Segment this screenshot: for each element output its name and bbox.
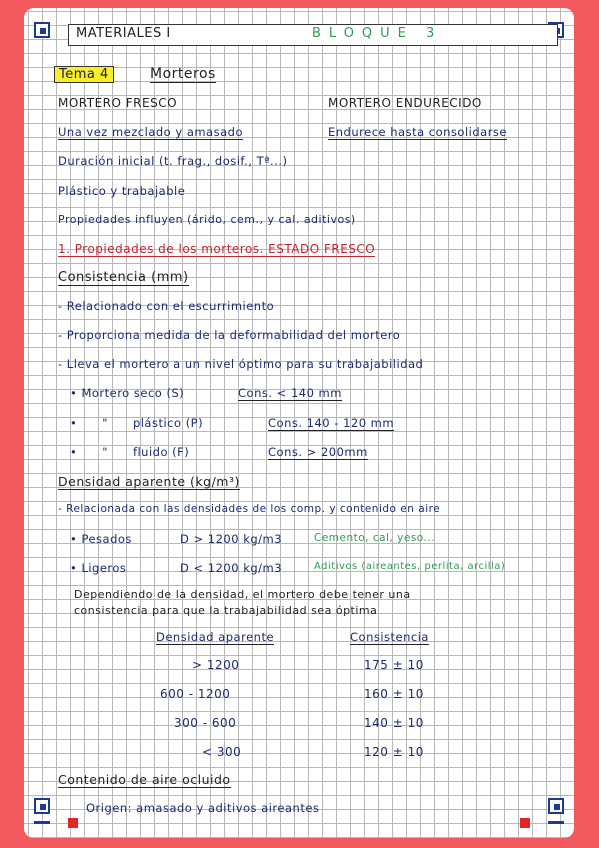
red-square-marker — [520, 818, 530, 828]
subject-label: MATERIALES I — [76, 26, 171, 41]
density-type-2-examples: Aditivos (aireantes, perlita, arcilla) — [314, 561, 506, 572]
table-cell-consistency-1: 175 ± 10 — [364, 658, 424, 672]
red-square-marker — [68, 818, 78, 828]
corner-marker-icon — [548, 798, 564, 814]
fresh-mortar-heading: MORTERO FRESCO — [58, 96, 178, 110]
table-cell-consistency-3: 140 ± 10 — [364, 716, 424, 730]
consistency-value-1: Cons. < 140 mm — [238, 386, 342, 400]
section-1-title: 1. Propiedades de los morteros. ESTADO FRESCO — [58, 242, 376, 256]
table-cell-density-4: < 300 — [202, 745, 242, 759]
table-cell-consistency-2: 160 ± 10 — [364, 687, 424, 701]
density-type-2-range: D < 1200 kg/m3 — [180, 561, 283, 575]
consistency-type-3: • " fluido (F) — [70, 445, 190, 459]
corner-marker-icon — [34, 22, 50, 38]
table-cell-density-1: > 1200 — [192, 658, 240, 672]
consistency-heading: Consistencia (mm) — [58, 270, 189, 285]
fresh-line-1: Una vez mezclado y amasado — [58, 125, 243, 139]
topic-title: Morteros — [150, 66, 216, 82]
density-type-2-name: • Ligeros — [70, 561, 127, 575]
table-cell-consistency-4: 120 ± 10 — [364, 745, 424, 759]
density-heading: Densidad aparente (kg/m³) — [58, 474, 240, 489]
table-cell-density-3: 300 - 600 — [174, 716, 237, 730]
fresh-line-3: Plástico y trabajable — [58, 184, 186, 198]
consistency-type-1: • Mortero seco (S) — [70, 386, 185, 400]
table-cell-density-2: 600 - 1200 — [160, 687, 231, 701]
density-note-line-2: consistencia para que la trabajabilidad sea óptima — [74, 604, 378, 617]
air-content-line: Origen: amasado y aditivos aireantes — [86, 801, 320, 815]
table-header-density: Densidad aparente — [156, 630, 275, 644]
corner-dash — [548, 821, 564, 824]
consistency-bullet-2: - Proporciona medida de la deformabilidad del mortero — [58, 328, 401, 342]
hardened-line-1: Endurece hasta consolidarse — [328, 125, 507, 139]
consistency-type-2: • " plástico (P) — [70, 416, 204, 430]
fresh-line-4: Propiedades influyen (árido, cem., y cal. aditivos) — [58, 213, 356, 226]
density-note-line-1: Dependiendo de la densidad, el mortero debe tener una — [74, 588, 411, 601]
topic-label: Tema 4 — [54, 66, 114, 83]
corner-dash — [34, 821, 50, 824]
fresh-line-2: Duración inicial (t. frag., dosif., Tª...) — [58, 154, 288, 168]
consistency-bullet-3: - Lleva el mortero a un nivel óptimo para su trabajabilidad — [58, 357, 424, 371]
block-label: BLOQUE 3 — [312, 26, 443, 41]
density-type-1-name: • Pesados — [70, 532, 132, 546]
consistency-bullet-1: - Relacionado con el escurrimiento — [58, 299, 275, 313]
density-bullet: - Relacionada con las densidades de los comp. y contenido en aire — [58, 503, 441, 515]
density-type-1-range: D > 1200 kg/m3 — [180, 532, 283, 546]
air-content-heading: Contenido de aire ocluido — [58, 772, 231, 787]
consistency-value-3: Cons. > 200mm — [268, 445, 368, 459]
consistency-value-2: Cons. 140 - 120 mm — [268, 416, 395, 430]
density-type-1-examples: Cemento, cal, yeso... — [314, 532, 436, 544]
hardened-mortar-heading: MORTERO ENDURECIDO — [328, 96, 482, 110]
table-header-consistency: Consistencia — [350, 630, 429, 644]
corner-marker-icon — [34, 798, 50, 814]
notebook-page — [24, 8, 574, 838]
